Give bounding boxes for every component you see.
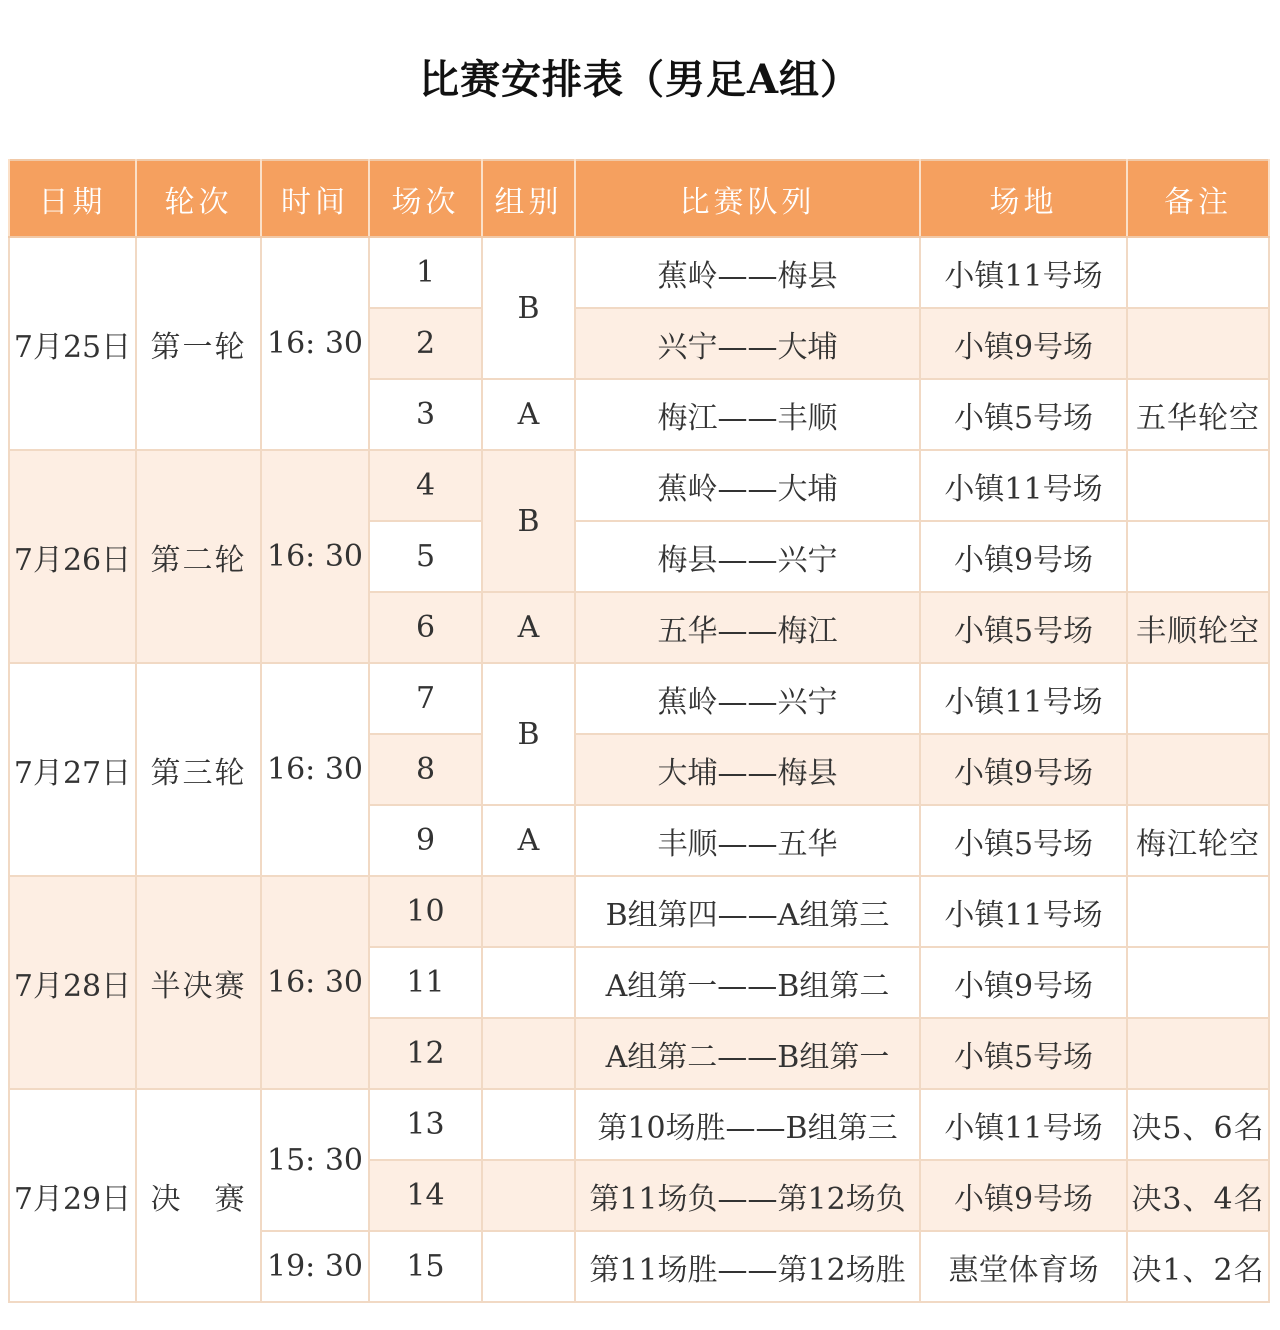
match-no-cell: 11 bbox=[369, 947, 482, 1018]
match-no-cell: 10 bbox=[369, 876, 482, 947]
venue-cell: 小镇5号场 bbox=[920, 379, 1127, 450]
header-note: 备注 bbox=[1127, 160, 1269, 237]
page-title: 比赛安排表（男足A组） bbox=[418, 56, 862, 103]
match-no-cell: 1 bbox=[369, 237, 482, 308]
teams-cell: 蕉岭——兴宁 bbox=[575, 663, 920, 734]
group-cell bbox=[482, 1231, 575, 1302]
venue-cell: 小镇9号场 bbox=[920, 521, 1127, 592]
note-cell bbox=[1127, 1018, 1269, 1089]
round-cell: 第二轮 bbox=[136, 450, 261, 663]
group-cell: B bbox=[482, 450, 575, 592]
venue-cell: 小镇11号场 bbox=[920, 663, 1127, 734]
date-cell: 7月28日 bbox=[9, 876, 136, 1089]
group-cell bbox=[482, 947, 575, 1018]
teams-cell: 五华——梅江 bbox=[575, 592, 920, 663]
header-date: 日期 bbox=[9, 160, 136, 237]
table-row bbox=[9, 663, 1269, 734]
note-cell bbox=[1127, 237, 1269, 308]
venue-cell: 小镇11号场 bbox=[920, 1089, 1127, 1160]
match-no-cell: 3 bbox=[369, 379, 482, 450]
note-cell bbox=[1127, 450, 1269, 521]
header-venue: 场地 bbox=[920, 160, 1127, 237]
teams-cell: 第10场胜——B组第三 bbox=[575, 1089, 920, 1160]
header-row bbox=[9, 160, 1269, 237]
group-cell: B bbox=[482, 663, 575, 805]
match-no-cell: 12 bbox=[369, 1018, 482, 1089]
header-group: 组别 bbox=[482, 160, 575, 237]
note-cell bbox=[1127, 876, 1269, 947]
header-round: 轮次 bbox=[136, 160, 261, 237]
venue-cell: 小镇9号场 bbox=[920, 734, 1127, 805]
time-cell: 16: 30 bbox=[261, 237, 369, 450]
header-time: 时间 bbox=[261, 160, 369, 237]
match-no-cell: 9 bbox=[369, 805, 482, 876]
match-no-cell: 6 bbox=[369, 592, 482, 663]
note-cell: 梅江轮空 bbox=[1127, 805, 1269, 876]
table-row bbox=[9, 876, 1269, 947]
group-cell: A bbox=[482, 592, 575, 663]
group-cell: B bbox=[482, 237, 575, 379]
venue-cell: 小镇9号场 bbox=[920, 308, 1127, 379]
note-cell: 决1、2名 bbox=[1127, 1231, 1269, 1302]
note-cell: 丰顺轮空 bbox=[1127, 592, 1269, 663]
teams-cell: 梅江——丰顺 bbox=[575, 379, 920, 450]
group-cell bbox=[482, 1018, 575, 1089]
teams-cell: 第11场负——第12场负 bbox=[575, 1160, 920, 1231]
venue-cell: 小镇5号场 bbox=[920, 592, 1127, 663]
group-cell bbox=[482, 1160, 575, 1231]
teams-cell: 大埔——梅县 bbox=[575, 734, 920, 805]
match-no-cell: 13 bbox=[369, 1089, 482, 1160]
venue-cell: 小镇11号场 bbox=[920, 237, 1127, 308]
date-cell: 7月27日 bbox=[9, 663, 136, 876]
note-cell bbox=[1127, 734, 1269, 805]
header-teams: 比赛队列 bbox=[575, 160, 920, 237]
date-cell: 7月25日 bbox=[9, 237, 136, 450]
note-cell bbox=[1127, 521, 1269, 592]
teams-cell: 丰顺——五华 bbox=[575, 805, 920, 876]
teams-cell: 蕉岭——大埔 bbox=[575, 450, 920, 521]
header-match-no: 场次 bbox=[369, 160, 482, 237]
round-cell: 第一轮 bbox=[136, 237, 261, 450]
teams-cell: A组第二——B组第一 bbox=[575, 1018, 920, 1089]
round-cell: 决 赛 bbox=[136, 1089, 261, 1302]
venue-cell: 惠堂体育场 bbox=[920, 1231, 1127, 1302]
match-no-cell: 4 bbox=[369, 450, 482, 521]
venue-cell: 小镇11号场 bbox=[920, 450, 1127, 521]
match-no-cell: 14 bbox=[369, 1160, 482, 1231]
teams-cell: 蕉岭——梅县 bbox=[575, 237, 920, 308]
time-cell: 16: 30 bbox=[261, 450, 369, 663]
time-cell: 16: 30 bbox=[261, 663, 369, 876]
venue-cell: 小镇9号场 bbox=[920, 947, 1127, 1018]
round-cell: 第三轮 bbox=[136, 663, 261, 876]
venue-cell: 小镇11号场 bbox=[920, 876, 1127, 947]
match-no-cell: 7 bbox=[369, 663, 482, 734]
note-cell: 决3、4名 bbox=[1127, 1160, 1269, 1231]
venue-cell: 小镇5号场 bbox=[920, 805, 1127, 876]
table-row bbox=[9, 450, 1269, 521]
time-cell: 15: 30 bbox=[261, 1089, 369, 1231]
teams-cell: A组第一——B组第二 bbox=[575, 947, 920, 1018]
time-cell: 19: 30 bbox=[261, 1231, 369, 1302]
table-row bbox=[9, 237, 1269, 308]
note-cell bbox=[1127, 663, 1269, 734]
group-cell bbox=[482, 1089, 575, 1160]
note-cell bbox=[1127, 308, 1269, 379]
table-row bbox=[9, 1089, 1269, 1160]
match-no-cell: 8 bbox=[369, 734, 482, 805]
teams-cell: B组第四——A组第三 bbox=[575, 876, 920, 947]
note-cell: 决5、6名 bbox=[1127, 1089, 1269, 1160]
match-no-cell: 15 bbox=[369, 1231, 482, 1302]
date-cell: 7月29日 bbox=[9, 1089, 136, 1302]
group-cell: A bbox=[482, 379, 575, 450]
match-no-cell: 2 bbox=[369, 308, 482, 379]
group-cell: A bbox=[482, 805, 575, 876]
group-cell bbox=[482, 876, 575, 947]
note-cell: 五华轮空 bbox=[1127, 379, 1269, 450]
round-cell: 半决赛 bbox=[136, 876, 261, 1089]
teams-cell: 兴宁——大埔 bbox=[575, 308, 920, 379]
teams-cell: 第11场胜——第12场胜 bbox=[575, 1231, 920, 1302]
schedule-table bbox=[8, 159, 1270, 1303]
teams-cell: 梅县——兴宁 bbox=[575, 521, 920, 592]
time-cell: 16: 30 bbox=[261, 876, 369, 1089]
match-no-cell: 5 bbox=[369, 521, 482, 592]
venue-cell: 小镇9号场 bbox=[920, 1160, 1127, 1231]
date-cell: 7月26日 bbox=[9, 450, 136, 663]
venue-cell: 小镇5号场 bbox=[920, 1018, 1127, 1089]
note-cell bbox=[1127, 947, 1269, 1018]
